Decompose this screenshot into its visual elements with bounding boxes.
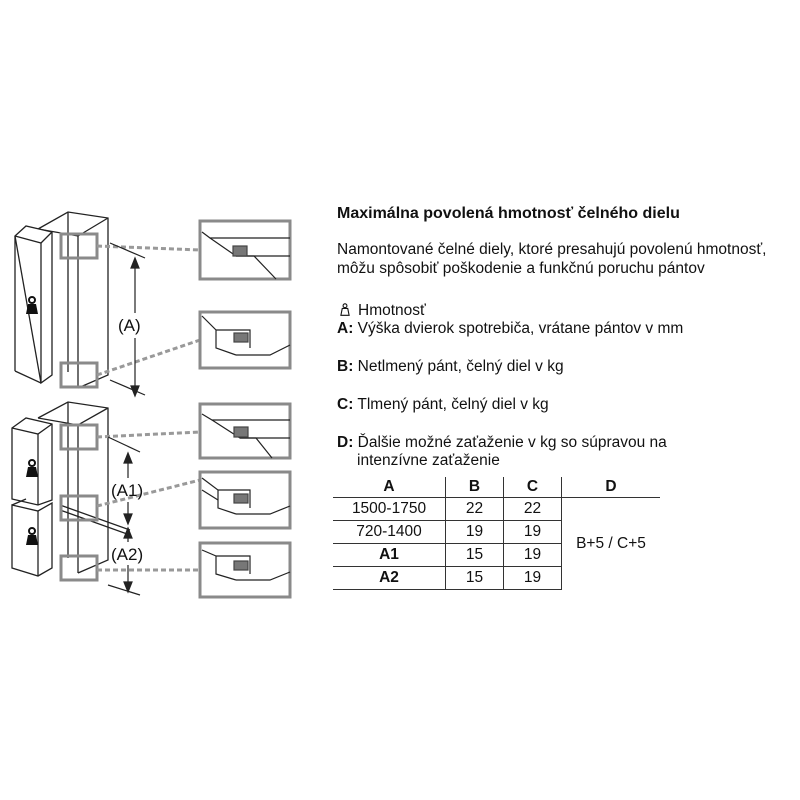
cell-b: 15 bbox=[446, 544, 504, 567]
legend-b bbox=[337, 357, 564, 376]
cell-c: 19 bbox=[504, 544, 562, 567]
legend-d-text: Ďalšie možné zaťaženie v kg so súpravou na bbox=[357, 434, 667, 451]
legend-a bbox=[337, 319, 683, 338]
legend-b-key: B: bbox=[337, 358, 354, 375]
legend-c-text: Tlmený pánt, čelný diel v kg bbox=[357, 396, 549, 413]
legend-b-text: Netlmený pánt, čelný diel v kg bbox=[357, 358, 564, 375]
cell-a: 720-1400 bbox=[333, 521, 446, 544]
legend-weight bbox=[337, 301, 426, 320]
legend-c-key: C: bbox=[337, 396, 354, 413]
header-b: B bbox=[446, 477, 504, 498]
hinge-detail-2 bbox=[200, 312, 290, 368]
cell-c: 19 bbox=[504, 567, 562, 590]
cell-c: 19 bbox=[504, 521, 562, 544]
legend-c bbox=[337, 395, 549, 414]
intro-text: Namontované čelné diely, ktoré presahujú povolenú hmotnosť, môžu spôsobiť poškodenie a funkčnú poruchu pántov bbox=[337, 241, 767, 277]
label-a: (A) bbox=[118, 316, 141, 335]
legend-weight-text: Hmotnosť bbox=[358, 302, 426, 319]
cell-b: 15 bbox=[446, 567, 504, 590]
cell-b: 19 bbox=[446, 521, 504, 544]
header-a: A bbox=[333, 477, 446, 498]
header-d: D bbox=[562, 477, 661, 498]
legend-a-key: A: bbox=[337, 320, 354, 337]
hinge-detail-1 bbox=[200, 221, 290, 279]
cell-a: A1 bbox=[333, 544, 446, 567]
section-title: Maximálna povolená hmotnosť čelného dielu bbox=[337, 205, 680, 222]
table-header-row bbox=[333, 477, 660, 498]
weight-icon bbox=[339, 303, 351, 316]
fridge-hinge-diagram bbox=[0, 0, 330, 800]
cell-d: B+5 / C+5 bbox=[576, 534, 646, 552]
weight-table bbox=[333, 477, 660, 590]
legend-a-text: Výška dvierok spotrebiča, vrátane pántov v mm bbox=[357, 320, 684, 337]
legend-d-key: D: bbox=[337, 434, 354, 451]
cell-c: 22 bbox=[504, 498, 562, 521]
legend-d-text-cont: intenzívne zaťaženie bbox=[357, 452, 500, 469]
hinge-detail-5 bbox=[200, 543, 290, 597]
table-row bbox=[333, 498, 660, 521]
legend-d bbox=[337, 433, 667, 452]
header-c: C bbox=[504, 477, 562, 498]
label-a2: (A2) bbox=[111, 545, 144, 564]
hinge-detail-3 bbox=[200, 404, 290, 458]
cell-b: 22 bbox=[446, 498, 504, 521]
cell-a: 1500-1750 bbox=[333, 498, 446, 521]
cell-a: A2 bbox=[333, 567, 446, 590]
label-a1: (A1) bbox=[111, 481, 144, 500]
hinge-detail-4 bbox=[200, 472, 290, 528]
